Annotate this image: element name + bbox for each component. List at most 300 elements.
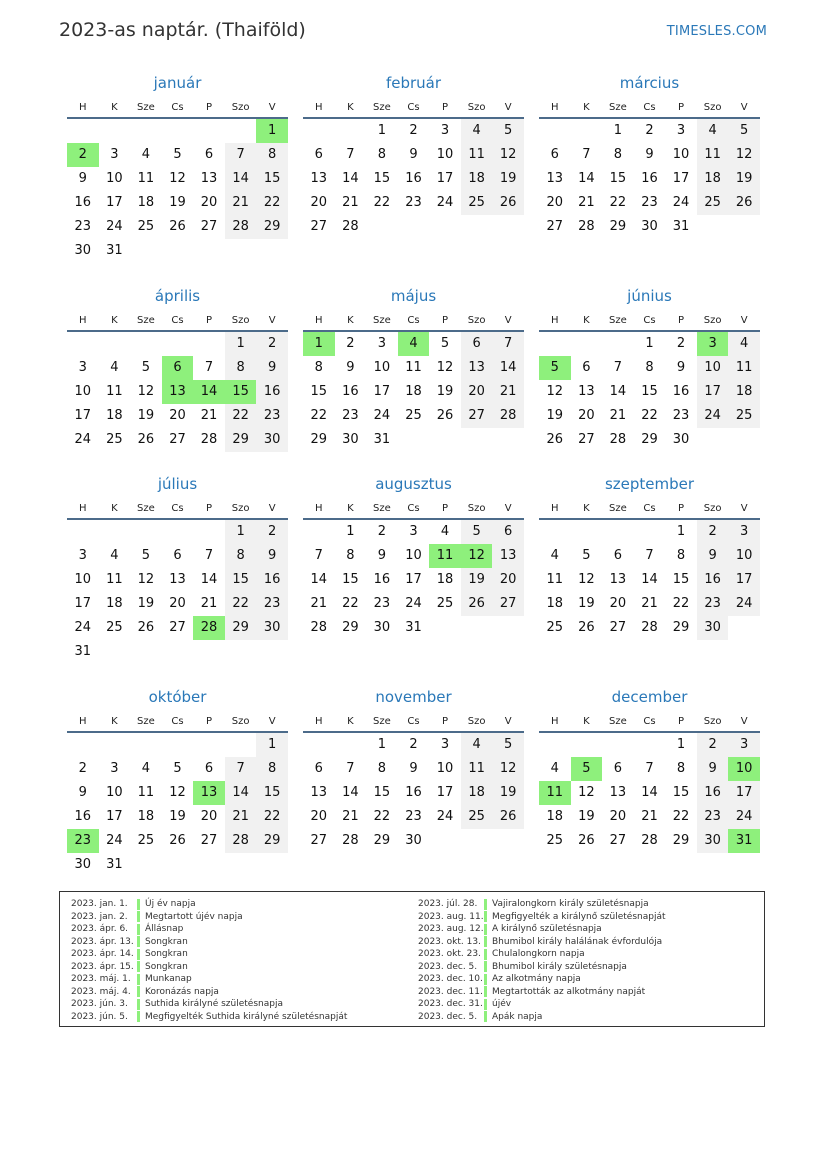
day-cell: 31 xyxy=(672,219,690,234)
day-grid xyxy=(539,119,760,239)
legend-row xyxy=(418,998,666,1011)
legend-holiday-name: Apák napja xyxy=(492,1011,543,1022)
day-cell: 6 xyxy=(204,147,214,162)
empty-cell xyxy=(162,853,194,877)
empty-cell xyxy=(130,119,162,143)
weekday-label: V xyxy=(504,503,512,514)
day-cell: 22 xyxy=(672,596,690,611)
day-cell: 26 xyxy=(578,833,595,848)
weekday-label: H xyxy=(79,716,87,727)
legend-marker xyxy=(137,949,140,960)
day-cell: 24 xyxy=(74,432,92,447)
empty-cell xyxy=(398,428,430,452)
weekday-label: P xyxy=(678,315,685,326)
day-cell: 9 xyxy=(377,548,387,563)
day-cell: 20 xyxy=(310,809,328,824)
day-cell: 9 xyxy=(346,360,355,375)
weekday-header xyxy=(67,713,288,733)
day-cell: 20 xyxy=(310,195,328,210)
legend-row xyxy=(418,923,666,936)
day-cell: 3 xyxy=(440,123,450,138)
weekday-label: Cs xyxy=(407,315,420,326)
day-cell: 14 xyxy=(342,785,359,800)
day-cell: 21 xyxy=(609,408,627,423)
day-cell: 15 xyxy=(310,384,328,399)
empty-cell xyxy=(492,616,524,640)
day-cell: 3 xyxy=(697,332,729,356)
weekday-label: H xyxy=(551,716,559,727)
day-cell: 8 xyxy=(256,143,288,167)
day-cell: 13 xyxy=(546,171,564,186)
legend-date: 2023. ápr. 13. xyxy=(71,936,134,947)
day-cell: 29 xyxy=(256,215,288,239)
day-cell: 10 xyxy=(74,384,92,399)
legend-date: 2023. máj. 1. xyxy=(71,974,131,985)
day-cell: 6 xyxy=(162,356,194,380)
legend-row xyxy=(418,973,666,986)
month-1 xyxy=(67,73,288,263)
empty-cell xyxy=(571,520,603,544)
day-cell: 22 xyxy=(342,596,359,611)
day-cell: 31 xyxy=(405,620,422,635)
day-cell: 14 xyxy=(609,384,627,399)
day-cell: 7 xyxy=(613,360,623,375)
day-cell: 2 xyxy=(377,524,387,539)
day-cell: 2 xyxy=(697,520,729,544)
legend-marker xyxy=(484,936,487,947)
day-cell: 27 xyxy=(200,219,218,234)
day-cell: 11 xyxy=(728,356,760,380)
day-cell: 1 xyxy=(303,332,335,356)
day-grid xyxy=(539,332,760,452)
legend-date: 2023. okt. 13. xyxy=(418,936,481,947)
day-cell: 3 xyxy=(728,520,760,544)
day-grid xyxy=(303,119,524,239)
day-cell: 2 xyxy=(697,733,729,757)
day-cell: 17 xyxy=(436,785,454,800)
day-cell: 30 xyxy=(74,857,92,872)
day-cell: 29 xyxy=(609,219,627,234)
day-cell: 11 xyxy=(137,171,155,186)
day-cell: 24 xyxy=(728,805,760,829)
day-cell: 9 xyxy=(256,356,288,380)
legend-holiday-name: Bhumibol király születésnapja xyxy=(492,961,627,972)
day-cell: 8 xyxy=(613,147,623,162)
weekday-label: Sze xyxy=(373,503,391,514)
day-cell: 20 xyxy=(461,380,493,404)
day-cell: 19 xyxy=(137,408,155,423)
day-cell: 20 xyxy=(546,195,564,210)
day-cell: 6 xyxy=(582,360,591,375)
day-cell: 20 xyxy=(169,596,186,611)
day-cell: 1 xyxy=(613,123,623,138)
empty-cell xyxy=(398,215,430,239)
day-cell: 27 xyxy=(609,620,627,635)
day-cell: 23 xyxy=(256,592,288,616)
legend-marker xyxy=(137,986,140,997)
empty-cell xyxy=(492,428,524,452)
day-cell: 18 xyxy=(546,596,564,611)
empty-cell xyxy=(335,119,367,143)
legend-marker xyxy=(484,924,487,935)
weekday-label: K xyxy=(583,503,590,514)
day-cell: 13 xyxy=(162,380,194,404)
day-cell: 4 xyxy=(461,733,493,757)
day-cell: 6 xyxy=(173,548,182,563)
day-cell: 27 xyxy=(609,833,627,848)
legend-marker xyxy=(137,911,140,922)
empty-cell xyxy=(193,520,225,544)
legend-date: 2023. dec. 10. xyxy=(418,974,483,985)
day-cell: 10 xyxy=(106,785,123,800)
day-cell: 11 xyxy=(546,572,564,587)
empty-cell xyxy=(99,640,131,664)
day-cell: 18 xyxy=(137,195,155,210)
site-link[interactable]: TIMESLES.COM xyxy=(666,24,767,39)
legend-date: 2023. jún. 5. xyxy=(71,1011,128,1022)
empty-cell xyxy=(571,733,603,757)
day-cell: 10 xyxy=(373,360,391,375)
day-cell: 21 xyxy=(578,195,595,210)
day-cell: 17 xyxy=(74,596,92,611)
day-cell: 5 xyxy=(173,147,182,162)
day-cell: 23 xyxy=(697,592,729,616)
day-cell: 7 xyxy=(225,757,257,781)
day-cell: 1 xyxy=(377,123,387,138)
day-cell: 14 xyxy=(225,167,257,191)
weekday-label: V xyxy=(504,716,512,727)
day-cell: 4 xyxy=(697,119,729,143)
day-cell: 17 xyxy=(728,568,760,592)
day-grid xyxy=(67,119,288,263)
day-cell: 19 xyxy=(492,167,524,191)
legend-date: 2023. ápr. 15. xyxy=(71,961,134,972)
month-name: április xyxy=(154,287,201,305)
day-cell: 17 xyxy=(697,380,729,404)
empty-cell xyxy=(602,332,634,356)
day-cell: 7 xyxy=(204,360,214,375)
day-cell: 22 xyxy=(373,809,391,824)
day-cell: 14 xyxy=(578,171,595,186)
day-cell: 1 xyxy=(645,336,654,351)
empty-cell xyxy=(492,215,524,239)
empty-cell xyxy=(303,119,335,143)
empty-cell xyxy=(335,733,367,757)
day-cell: 21 xyxy=(641,809,658,824)
day-cell: 18 xyxy=(697,167,729,191)
day-cell: 10 xyxy=(672,147,690,162)
month-11 xyxy=(303,687,524,853)
weekday-label: Cs xyxy=(171,102,184,113)
empty-cell xyxy=(728,215,760,239)
day-cell: 3 xyxy=(377,336,387,351)
legend-date: 2023. dec. 5. xyxy=(418,1011,478,1022)
day-cell: 14 xyxy=(310,572,328,587)
day-cell: 28 xyxy=(641,620,658,635)
empty-cell xyxy=(225,640,257,664)
weekday-label: V xyxy=(504,102,512,113)
empty-cell xyxy=(162,520,194,544)
legend-row xyxy=(71,948,347,961)
day-cell: 9 xyxy=(78,785,87,800)
day-cell: 1 xyxy=(676,524,686,539)
legend-holiday-name: Suthida királyné születésnapja xyxy=(145,999,283,1010)
month-3 xyxy=(539,73,760,239)
day-cell: 14 xyxy=(492,356,524,380)
weekday-header xyxy=(539,312,760,332)
legend-marker xyxy=(137,999,140,1010)
day-cell: 2 xyxy=(78,761,87,776)
day-cell: 22 xyxy=(256,191,288,215)
weekday-label: V xyxy=(740,102,748,113)
legend-date: 2023. ápr. 6. xyxy=(71,924,129,935)
weekday-label: K xyxy=(111,716,118,727)
day-cell: 19 xyxy=(436,384,454,399)
legend-column-left xyxy=(71,898,347,1023)
day-cell: 23 xyxy=(67,829,99,853)
day-cell: 6 xyxy=(613,548,623,563)
weekday-label: K xyxy=(111,102,118,113)
weekday-label: K xyxy=(347,716,354,727)
day-cell: 17 xyxy=(436,171,454,186)
weekday-label: Sze xyxy=(137,716,155,727)
day-cell: 13 xyxy=(200,171,218,186)
weekday-header xyxy=(67,500,288,520)
holiday-legend xyxy=(59,891,765,1027)
day-cell: 31 xyxy=(106,857,123,872)
day-cell: 28 xyxy=(641,833,658,848)
day-cell: 26 xyxy=(546,432,564,447)
weekday-label: Sze xyxy=(373,102,391,113)
month-name: május xyxy=(390,287,437,305)
weekday-label: V xyxy=(268,503,276,514)
legend-date: 2023. ápr. 14. xyxy=(71,949,134,960)
day-cell: 6 xyxy=(461,332,493,356)
day-cell: 3 xyxy=(676,123,686,138)
day-cell: 14 xyxy=(200,572,218,587)
day-cell: 23 xyxy=(74,219,92,234)
weekday-label: P xyxy=(678,102,685,113)
weekday-label: Szo xyxy=(231,716,250,727)
month-4 xyxy=(67,286,288,452)
empty-cell xyxy=(303,520,335,544)
legend-row xyxy=(71,1011,347,1024)
weekday-header xyxy=(67,99,288,119)
empty-cell xyxy=(571,332,603,356)
month-8 xyxy=(303,474,524,640)
day-cell: 23 xyxy=(405,195,422,210)
weekday-header xyxy=(303,713,524,733)
empty-cell xyxy=(193,853,225,877)
day-cell: 23 xyxy=(641,195,658,210)
legend-holiday-name: újév xyxy=(492,999,512,1010)
day-cell: 9 xyxy=(78,171,87,186)
day-cell: 16 xyxy=(405,785,422,800)
day-cell: 12 xyxy=(728,143,760,167)
day-cell: 20 xyxy=(200,195,218,210)
empty-cell xyxy=(461,829,493,853)
legend-row xyxy=(71,986,347,999)
day-cell: 14 xyxy=(193,380,225,404)
day-cell: 8 xyxy=(676,548,686,563)
day-cell: 23 xyxy=(697,805,729,829)
day-cell: 6 xyxy=(314,761,323,776)
day-cell: 2 xyxy=(676,336,686,351)
day-cell: 9 xyxy=(409,761,418,776)
day-cell: 6 xyxy=(550,147,559,162)
weekday-label: Szo xyxy=(231,503,250,514)
month-name: augusztus xyxy=(375,475,452,493)
day-cell: 27 xyxy=(492,592,524,616)
legend-date: 2023. aug. 12. xyxy=(418,924,484,935)
day-cell: 17 xyxy=(106,195,123,210)
month-name: szeptember xyxy=(604,475,695,493)
day-cell: 29 xyxy=(672,833,690,848)
empty-cell xyxy=(492,829,524,853)
day-cell: 28 xyxy=(342,833,359,848)
day-cell: 3 xyxy=(409,524,418,539)
day-cell: 26 xyxy=(492,191,524,215)
legend-row xyxy=(418,936,666,949)
day-grid xyxy=(67,332,288,452)
day-grid xyxy=(303,332,524,452)
day-cell: 19 xyxy=(728,167,760,191)
day-cell: 25 xyxy=(728,404,760,428)
weekday-label: Cs xyxy=(407,102,420,113)
day-cell: 15 xyxy=(672,785,690,800)
month-name: június xyxy=(627,287,672,305)
month-name: február xyxy=(385,74,442,92)
day-cell: 25 xyxy=(106,432,123,447)
empty-cell xyxy=(697,428,729,452)
page-title: 2023-as naptár. (Thaiföld) xyxy=(59,19,306,41)
legend-row xyxy=(418,1011,666,1024)
day-cell: 4 xyxy=(728,332,760,356)
legend-holiday-name: Megtartották az alkotmány napját xyxy=(492,986,646,997)
day-cell: 11 xyxy=(461,143,493,167)
day-cell: 11 xyxy=(697,143,729,167)
day-cell: 15 xyxy=(373,171,391,186)
day-cell: 15 xyxy=(225,568,257,592)
day-cell: 26 xyxy=(492,805,524,829)
day-cell: 9 xyxy=(697,757,729,781)
day-cell: 24 xyxy=(436,809,454,824)
day-cell: 5 xyxy=(492,733,524,757)
day-cell: 7 xyxy=(225,143,257,167)
day-cell: 12 xyxy=(137,572,155,587)
weekday-label: Szo xyxy=(703,716,722,727)
day-cell: 25 xyxy=(436,596,454,611)
empty-cell xyxy=(256,239,288,263)
day-cell: 26 xyxy=(137,432,155,447)
day-cell: 4 xyxy=(550,761,559,776)
weekday-label: H xyxy=(551,503,559,514)
empty-cell xyxy=(366,215,398,239)
day-cell: 8 xyxy=(225,544,257,568)
weekday-label: Szo xyxy=(231,315,250,326)
day-cell: 11 xyxy=(429,544,461,568)
weekday-label: Szo xyxy=(467,315,486,326)
day-cell: 17 xyxy=(106,809,123,824)
day-cell: 28 xyxy=(193,616,225,640)
day-cell: 24 xyxy=(728,592,760,616)
legend-row xyxy=(418,961,666,974)
weekday-label: K xyxy=(583,102,590,113)
day-cell: 13 xyxy=(609,785,627,800)
legend-date: 2023. okt. 23. xyxy=(418,949,481,960)
day-cell: 2 xyxy=(256,520,288,544)
day-cell: 1 xyxy=(377,737,387,752)
weekday-label: Sze xyxy=(373,315,391,326)
day-cell: 18 xyxy=(461,167,493,191)
weekday-label: Sze xyxy=(373,716,391,727)
empty-cell xyxy=(461,616,493,640)
legend-row xyxy=(71,961,347,974)
day-cell: 25 xyxy=(405,408,422,423)
day-cell: 15 xyxy=(641,384,658,399)
empty-cell xyxy=(67,733,99,757)
weekday-label: H xyxy=(315,102,323,113)
day-cell: 12 xyxy=(546,384,564,399)
legend-marker xyxy=(484,899,487,910)
legend-holiday-name: Megfigyelték a királynő születésnapját xyxy=(492,911,666,922)
day-grid xyxy=(539,520,760,640)
legend-row xyxy=(71,898,347,911)
day-cell: 2 xyxy=(346,336,355,351)
day-cell: 18 xyxy=(106,596,123,611)
empty-cell xyxy=(429,616,461,640)
month-10 xyxy=(67,687,288,877)
day-cell: 8 xyxy=(377,147,387,162)
weekday-label: Cs xyxy=(407,716,420,727)
day-cell: 16 xyxy=(74,809,92,824)
empty-cell xyxy=(539,733,571,757)
day-cell: 3 xyxy=(110,147,119,162)
weekday-label: P xyxy=(678,503,685,514)
legend-date: 2023. jún. 3. xyxy=(71,999,128,1010)
day-cell: 25 xyxy=(137,219,155,234)
weekday-label: Sze xyxy=(609,503,627,514)
day-cell: 16 xyxy=(373,572,391,587)
weekday-label: K xyxy=(111,315,118,326)
day-cell: 27 xyxy=(169,620,186,635)
day-cell: 27 xyxy=(461,404,493,428)
empty-cell xyxy=(634,733,666,757)
weekday-label: Sze xyxy=(137,503,155,514)
empty-cell xyxy=(193,733,225,757)
empty-cell xyxy=(539,119,571,143)
weekday-label: Cs xyxy=(643,102,656,113)
day-cell: 4 xyxy=(141,147,151,162)
day-cell: 11 xyxy=(106,384,123,399)
day-cell: 21 xyxy=(225,191,257,215)
month-6 xyxy=(539,286,760,452)
day-cell: 10 xyxy=(106,171,123,186)
day-cell: 1 xyxy=(225,520,257,544)
day-cell: 1 xyxy=(346,524,355,539)
day-cell: 7 xyxy=(346,761,355,776)
weekday-label: K xyxy=(347,315,354,326)
legend-holiday-name: Songkran xyxy=(145,949,188,960)
day-cell: 18 xyxy=(546,809,564,824)
day-cell: 28 xyxy=(342,219,359,234)
day-cell: 21 xyxy=(641,596,658,611)
weekday-header xyxy=(539,713,760,733)
legend-holiday-name: Munkanap xyxy=(145,974,192,985)
day-cell: 20 xyxy=(492,568,524,592)
month-name: december xyxy=(611,688,688,706)
day-cell: 22 xyxy=(225,404,257,428)
